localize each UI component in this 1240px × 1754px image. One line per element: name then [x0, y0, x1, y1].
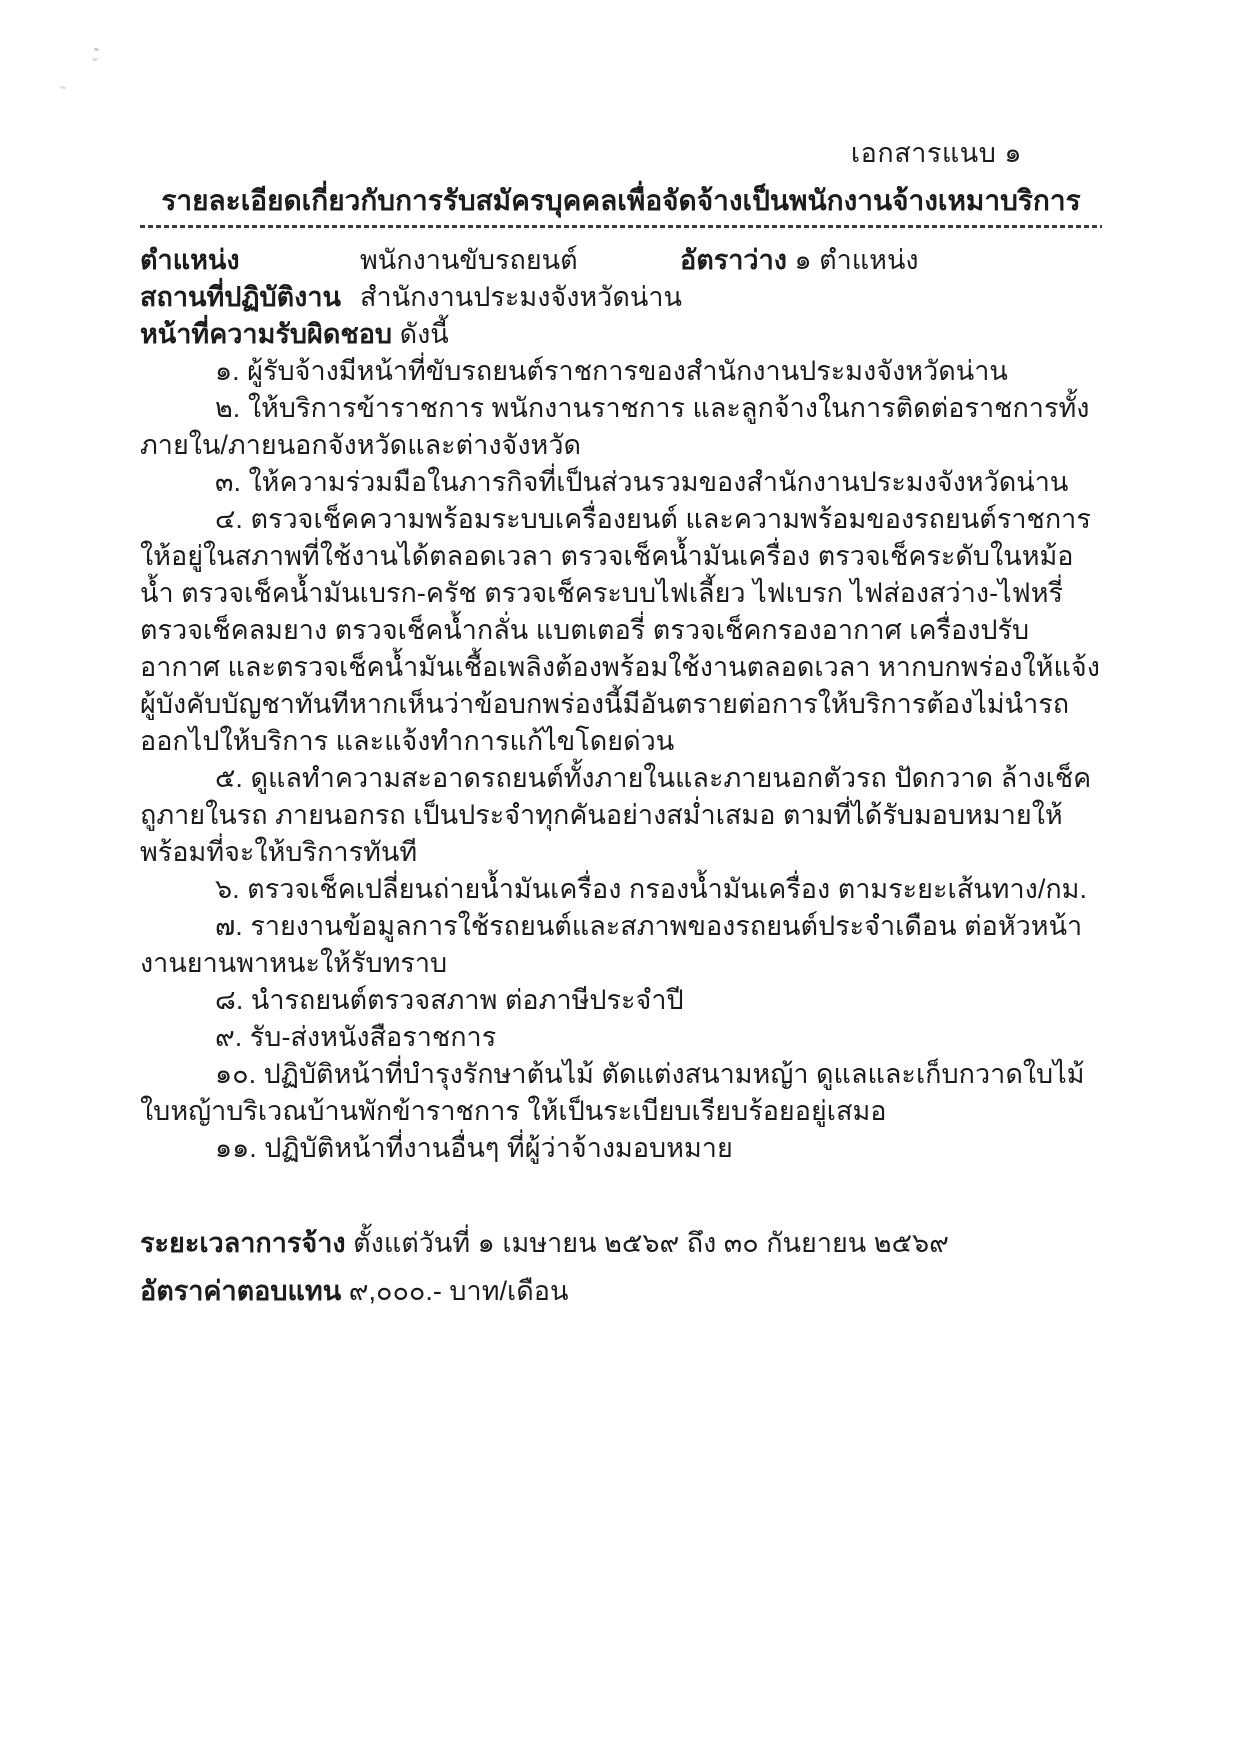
duty-number: ๑๐.	[215, 1059, 257, 1089]
duty-number: ๗.	[215, 911, 243, 941]
duty-item	[140, 871, 1102, 908]
dashed-divider	[140, 225, 1102, 228]
duty-number: ๑.	[215, 356, 240, 386]
duty-item	[140, 390, 1102, 464]
duty-text: นำรถยนต์ตรวจสภาพ ต่อภาษีประจำปี	[250, 985, 684, 1015]
vacancy-value: ๑ ตำแหน่ง	[794, 245, 919, 275]
position-value: พนักงานขับรถยนต์	[360, 245, 578, 275]
duty-item	[140, 1056, 1102, 1130]
duty-item	[140, 501, 1102, 760]
duty-number: ๕.	[215, 763, 243, 793]
duty-item	[140, 982, 1102, 1019]
workplace-label: สถานที่ปฏิบัติงาน	[140, 282, 341, 312]
duty-number: ๘.	[215, 985, 244, 1015]
duty-item	[140, 353, 1102, 390]
duties-heading	[140, 316, 1102, 353]
duty-number: ๓.	[215, 467, 241, 497]
duty-text: ตรวจเช็คความพร้อมระบบเครื่องยนต์ และความพร้อมของรถยนต์ราชการให้อยู่ในสภาพที่ใช้งานได้ตลอดเวลา ตรวจเช็คน้ำมันเครื่อง ตรวจเช็คระดับในหม้อน้ำ ตรวจเช็คน้ำมันเบรก-ครัช ตรวจเช็คระบบไฟเลี้ยว ไฟเบรก ไฟส่องสว่าง-ไฟหรี่ ตรวจเช็คลมยาง ตรวจเช็คน้ำกลั่น แบตเตอรี่ ตรวจเช็คกรองอากาศ เครื่องปรับอากาศ และตรวจเช็คน้ำมันเชื้อเพลิงต้องพร้อมใช้งานตลอดเวลา หากบกพร่องให้แจ้งผู้บังคับบัญชาทันทีหากเห็นว่าข้อบกพร่องนี้มีอันตรายต่อการให้บริการต้องไม่นำรถออกไปให้บริการ และแจ้งทำการแก้ไขโดยด่วน	[140, 504, 1100, 756]
duties-heading-label: หน้าที่ความรับผิดชอบ	[140, 319, 393, 349]
duty-number: ๖.	[215, 874, 240, 904]
duties-heading-suffix: ดังนี้	[392, 319, 449, 349]
duty-item	[140, 1130, 1102, 1167]
duty-number: ๑๑.	[215, 1133, 257, 1163]
duty-item	[140, 760, 1102, 871]
scan-artifact	[94, 47, 100, 52]
employment-terms	[140, 1225, 1102, 1310]
document-body	[140, 182, 1102, 1321]
duty-item	[140, 908, 1102, 982]
duty-text: ปฏิบัติหน้าที่งานอื่นๆ ที่ผู้ว่าจ้างมอบหมาย	[264, 1133, 733, 1163]
employment-period-label: ระยะเวลาการจ้าง	[140, 1228, 346, 1258]
duty-text: ตรวจเช็คเปลี่ยนถ่ายน้ำมันเครื่อง กรองน้ำมันเครื่อง ตามระยะเส้นทาง/กม.	[247, 874, 1087, 904]
compensation-rate-label: อัตราค่าตอบแทน	[140, 1276, 342, 1306]
duty-number: ๒.	[215, 393, 241, 423]
duty-text: ปฏิบัติหน้าที่บำรุงรักษาต้นไม้ ตัดแต่งสนามหญ้า ดูแลและเก็บกวาดใบไม้ใบหญ้าบริเวณบ้านพักข้าราชการ ให้เป็นระเบียบเรียบร้อยอยู่เสมอ	[140, 1059, 1085, 1126]
workplace-row	[140, 279, 1102, 316]
workplace-value: สำนักงานประมงจังหวัดน่าน	[360, 282, 682, 312]
duty-item	[140, 1019, 1102, 1056]
duty-text: รับ-ส่งหนังสือราชการ	[249, 1022, 497, 1052]
vacancy-label: อัตราว่าง	[680, 245, 787, 275]
duty-text: ผู้รับจ้างมีหน้าที่ขับรถยนต์ราชการของสำนักงานประมงจังหวัดน่าน	[247, 356, 1008, 386]
employment-period-value: ตั้งแต่วันที่ ๑ เมษายน ๒๕๖๙ ถึง ๓๐ กันยายน ๒๕๖๙	[345, 1228, 949, 1258]
compensation-rate-value: ๙,๐๐๐.- บาท/เดือน	[341, 1276, 569, 1306]
page-title: รายละเอียดเกี่ยวกับการรับสมัครบุคคลเพื่อจัดจ้างเป็นพนักงานจ้างเหมาบริการ	[161, 185, 1081, 216]
duty-text: รายงานข้อมูลการใช้รถยนต์และสภาพของรถยนต์ประจำเดือน ต่อหัวหน้างานยานพาหนะให้รับทราบ	[140, 911, 1083, 978]
duty-number: ๔.	[215, 504, 243, 534]
employment-period	[140, 1225, 1102, 1262]
scan-artifact	[92, 58, 98, 62]
duties-list	[140, 353, 1102, 1167]
compensation-rate	[140, 1273, 1102, 1310]
duty-text: ให้ความร่วมมือในภารกิจที่เป็นส่วนรวมของสำนักงานประมงจังหวัดน่าน	[248, 467, 1069, 497]
duty-item	[140, 464, 1102, 501]
vacancy	[680, 242, 1102, 279]
position-row	[140, 242, 1102, 279]
duty-text: ดูแลทำความสะอาดรถยนต์ทั้งภายในและภายนอกตัวรถ ปัดกวาด ล้างเช็คถูภายในรถ ภายนอกรถ เป็นประจำทุกคันอย่างสม่ำเสมอ ตามที่ได้รับมอบหมายให้พร้อมที่จะให้บริการทันที	[140, 763, 1092, 867]
attachment-label: เอกสารแนบ ๑	[850, 138, 1022, 168]
scan-artifact	[60, 85, 67, 89]
duty-number: ๙.	[215, 1022, 243, 1052]
duty-text: ให้บริการข้าราชการ พนักงานราชการ และลูกจ้างในการติดต่อราชการทั้งภายใน/ภายนอกจังหวัดและต่างจังหวัด	[140, 393, 1090, 460]
position-label: ตำแหน่ง	[140, 245, 240, 275]
